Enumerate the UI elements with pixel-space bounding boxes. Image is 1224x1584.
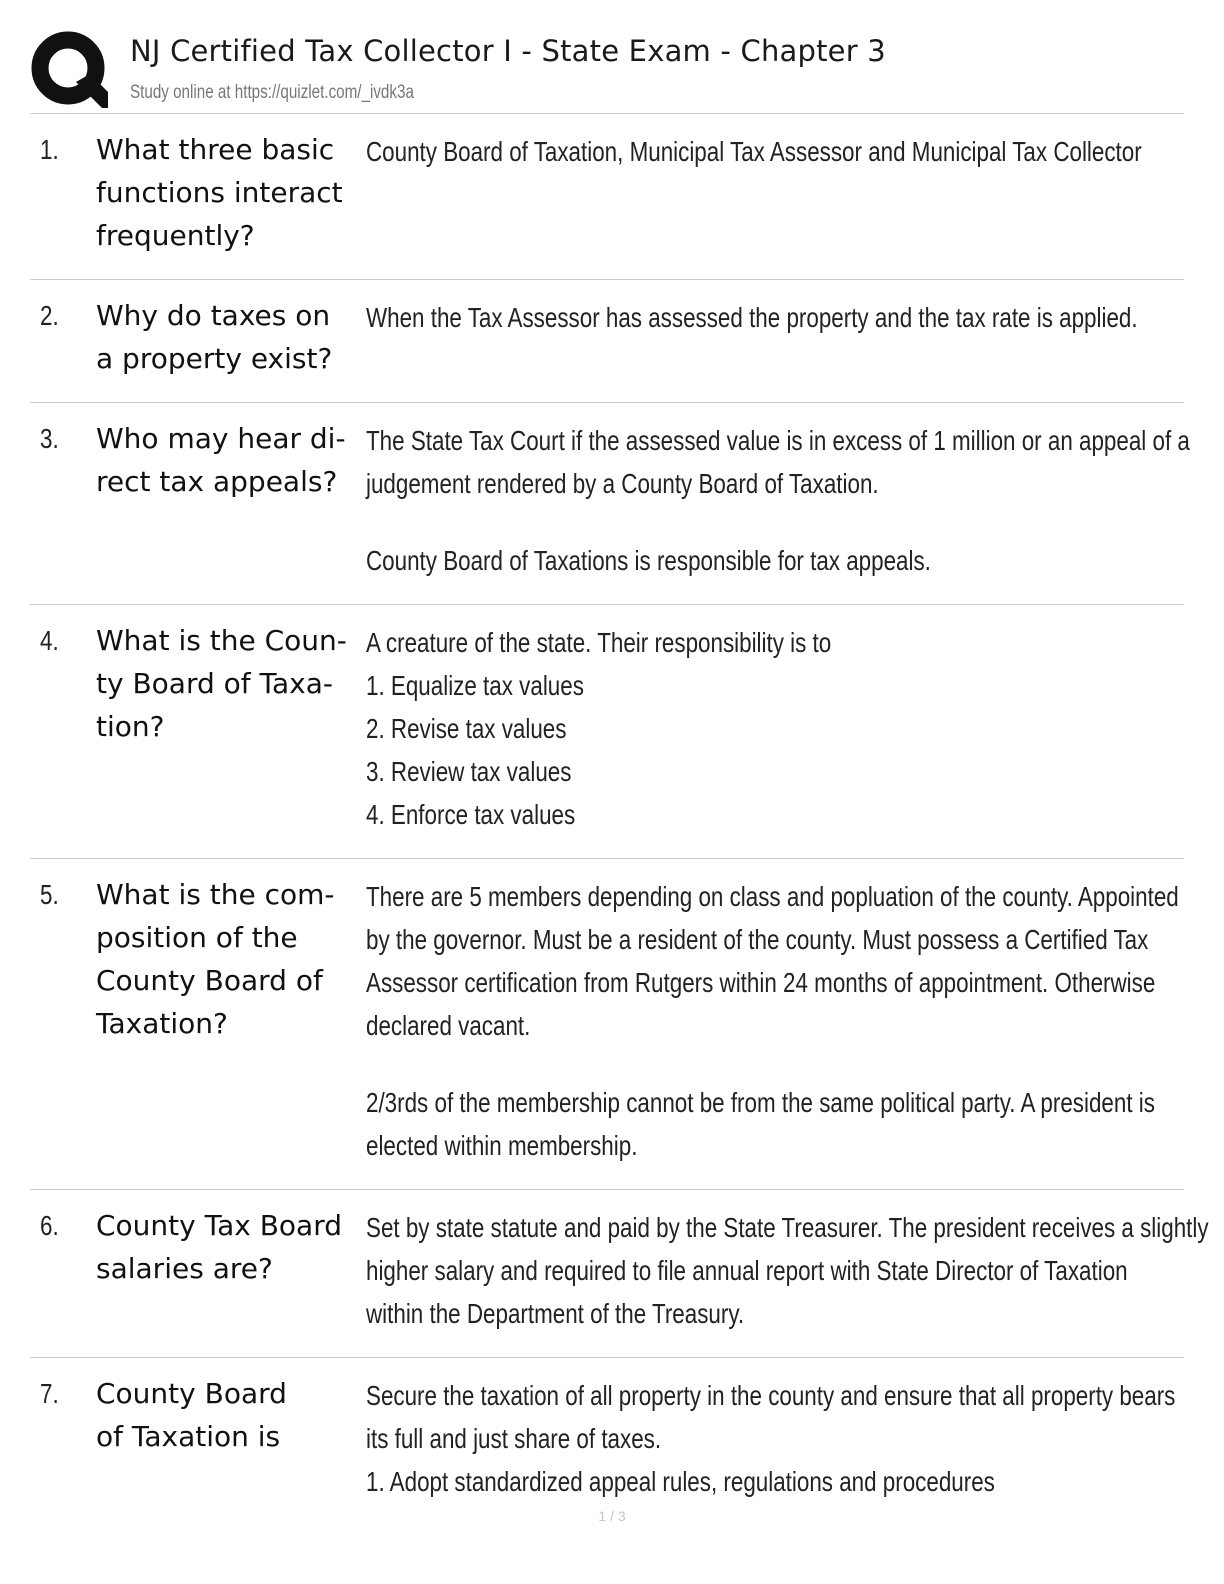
card-definition xyxy=(366,1374,1176,1503)
paragraph-gap xyxy=(366,1047,1166,1081)
paragraph-gap xyxy=(366,505,1166,539)
definition-line: 2/3rds of the membership cannot be from the same political party. A president is xyxy=(366,1087,1155,1118)
flashcard-row xyxy=(30,403,1190,605)
card-definition xyxy=(366,419,1190,582)
definition-line: When the Tax Assessor has assessed the property and the tax rate is applied. xyxy=(366,302,1138,333)
definition-line: 1. Adopt standardized appeal rules, regulations and procedures xyxy=(366,1466,995,1497)
flashcard-row xyxy=(30,859,1184,1190)
card-number: 3. xyxy=(40,423,59,454)
definition-line: County Board of Taxation, Municipal Tax Assessor and Municipal Tax Collector xyxy=(366,136,1142,167)
card-term: Who may hear di- rect tax appeals? xyxy=(96,422,346,498)
card-definition xyxy=(366,875,1179,1167)
card-number: 2. xyxy=(40,300,59,331)
definition-line: 4. Enforce tax values xyxy=(366,799,576,830)
flashcard-row xyxy=(30,1190,1209,1358)
definition-line: The State Tax Court if the assessed value is in excess of 1 million or an appeal of a xyxy=(366,425,1190,456)
definition-line: A creature of the state. Their responsibility is to xyxy=(366,627,832,658)
flashcard-row xyxy=(30,114,1184,280)
definition-line: judgement rendered by a County Board of Taxation. xyxy=(366,468,879,499)
card-number: 1. xyxy=(40,134,59,165)
definition-line: elected within membership. xyxy=(366,1130,638,1161)
card-term: What is the com- position of the County Board of Taxation? xyxy=(96,878,335,1040)
page-header xyxy=(30,28,1184,114)
definition-line: declared vacant. xyxy=(366,1010,531,1041)
card-term: Why do taxes on a property exist? xyxy=(96,299,333,375)
card-definition xyxy=(366,296,1166,339)
definition-line: 1. Equalize tax values xyxy=(366,670,584,701)
card-term: County Board of Taxation is xyxy=(96,1377,287,1453)
definition-line: Assessor certification from Rutgers within 24 months of appointment. Otherwise xyxy=(366,967,1156,998)
flashcard-row xyxy=(30,1358,1184,1525)
page-title: NJ Certified Tax Collector I - State Exam - Chapter 3 xyxy=(130,34,886,68)
definition-line: 3. Review tax values xyxy=(366,756,572,787)
card-term: What three basic functions interact frequently? xyxy=(96,133,343,252)
flashcard-row xyxy=(30,605,1184,859)
definition-line: by the governor. Must be a resident of the county. Must possess a Certified Tax xyxy=(366,924,1149,955)
card-number: 4. xyxy=(40,625,59,656)
definition-line: 2. Revise tax values xyxy=(366,713,567,744)
card-definition xyxy=(366,1206,1209,1335)
card-number: 7. xyxy=(40,1378,59,1409)
definition-line: within the Department of the Treasury. xyxy=(366,1298,745,1329)
definition-line: There are 5 members depending on class and popluation of the county. Appointed xyxy=(366,881,1179,912)
card-definition xyxy=(366,130,1166,173)
flashcard-row xyxy=(30,280,1184,403)
page-number: 1 / 3 xyxy=(598,1508,626,1524)
card-term: County Tax Board salaries are? xyxy=(96,1209,343,1285)
quizlet-logo-icon xyxy=(30,30,110,110)
card-number: 6. xyxy=(40,1210,59,1241)
definition-line: Secure the taxation of all property in the county and ensure that all property bears xyxy=(366,1380,1176,1411)
definition-line: County Board of Taxations is responsible for tax appeals. xyxy=(366,545,931,576)
definition-line: higher salary and required to file annual report with State Director of Taxation xyxy=(366,1255,1128,1286)
card-term: What is the Coun- ty Board of Taxa- tion? xyxy=(96,624,347,743)
flashcard-list xyxy=(30,114,1209,1525)
definition-line: its full and just share of taxes. xyxy=(366,1423,662,1454)
card-number: 5. xyxy=(40,879,59,910)
definition-line: Set by state statute and paid by the State Treasurer. The president receives a slightly xyxy=(366,1212,1209,1243)
study-online-link[interactable]: Study online at https://quizlet.com/_ivdk3a xyxy=(130,82,414,103)
card-definition xyxy=(366,621,1166,836)
